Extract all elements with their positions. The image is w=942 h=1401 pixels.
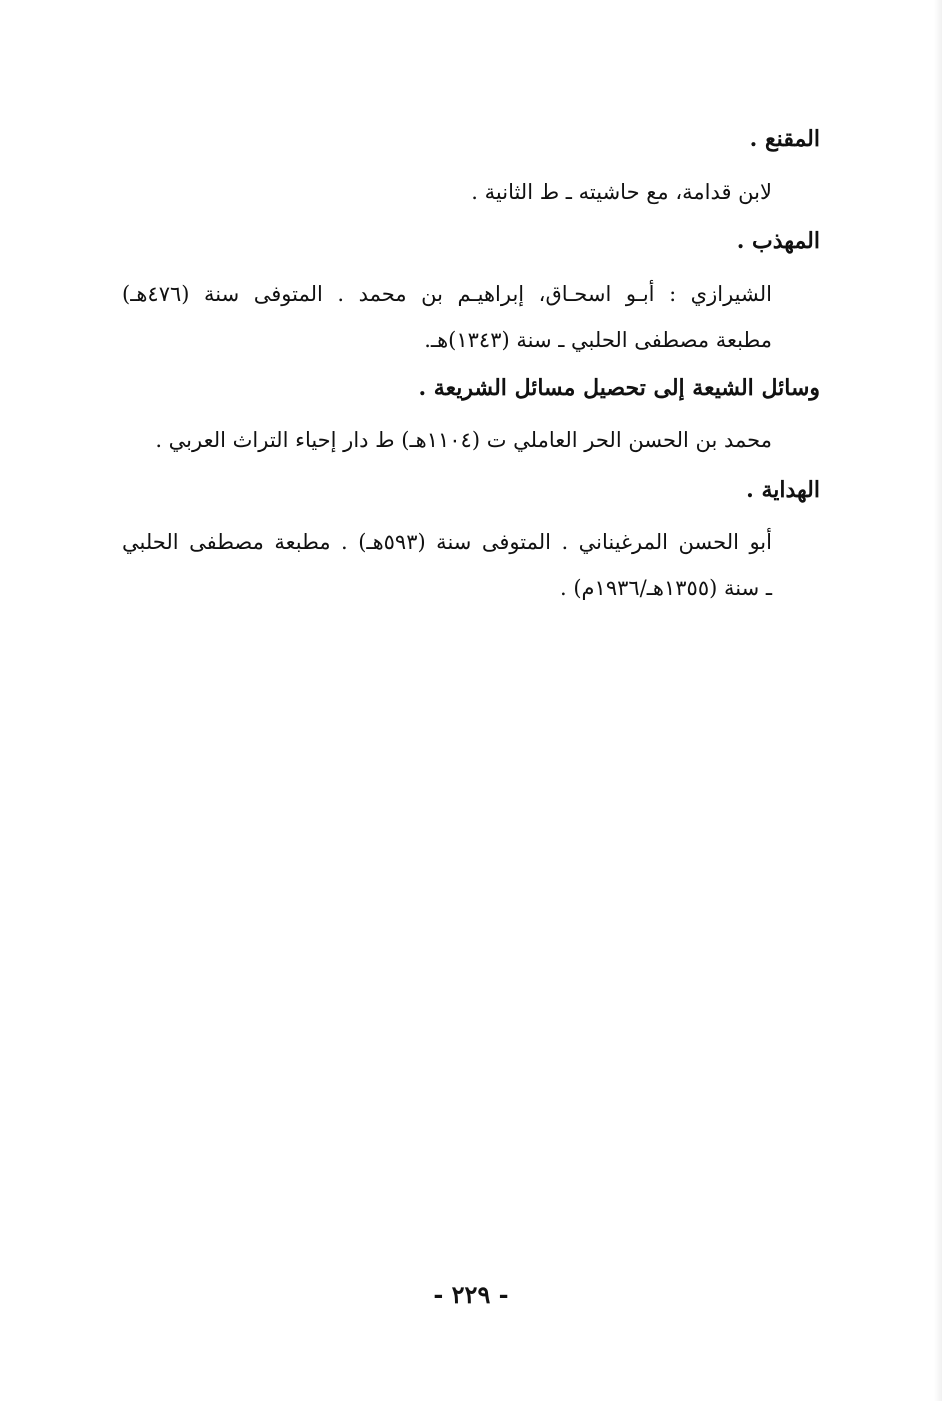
entry-line-muhadhdhab-2: مطبعة مصطفى الحلبي ـ سنة (١٣٤٣)هـ. xyxy=(424,328,772,352)
entry-line-muhadhdhab-1: الشيرازي : أبـو اسحـاق، إبراهيـم بن محمد . المتوفى سنة (٤٧٦هـ) xyxy=(122,282,772,306)
entry-title-muqni: المقنع . xyxy=(749,126,820,152)
entry-line-muqni-1: لابن قدامة، مع حاشيته ـ ط الثانية . xyxy=(471,180,772,204)
entry-title-muhadhdhab: المهذب . xyxy=(736,228,820,254)
entry-line-hidaya-1: أبو الحسن المرغيناني . المتوفى سنة (٥٩٣هـ) . مطبعة مصطفى الحلبي xyxy=(122,530,772,554)
entry-line-hidaya-2: ـ سنة (١٣٥٥هـ/١٩٣٦م) . xyxy=(560,576,772,600)
entry-line-wasail-1: محمد بن الحسن الحر العاملي ت (١١٠٤هـ) ط دار إحياء التراث العربي . xyxy=(155,428,772,452)
entry-title-wasail: وسائل الشيعة إلى تحصيل مسائل الشريعة . xyxy=(418,375,820,401)
page-edge-shadow xyxy=(934,0,942,1401)
page-number: - ٢٢٩ - xyxy=(433,1280,509,1309)
entry-title-hidaya: الهداية . xyxy=(746,477,820,503)
